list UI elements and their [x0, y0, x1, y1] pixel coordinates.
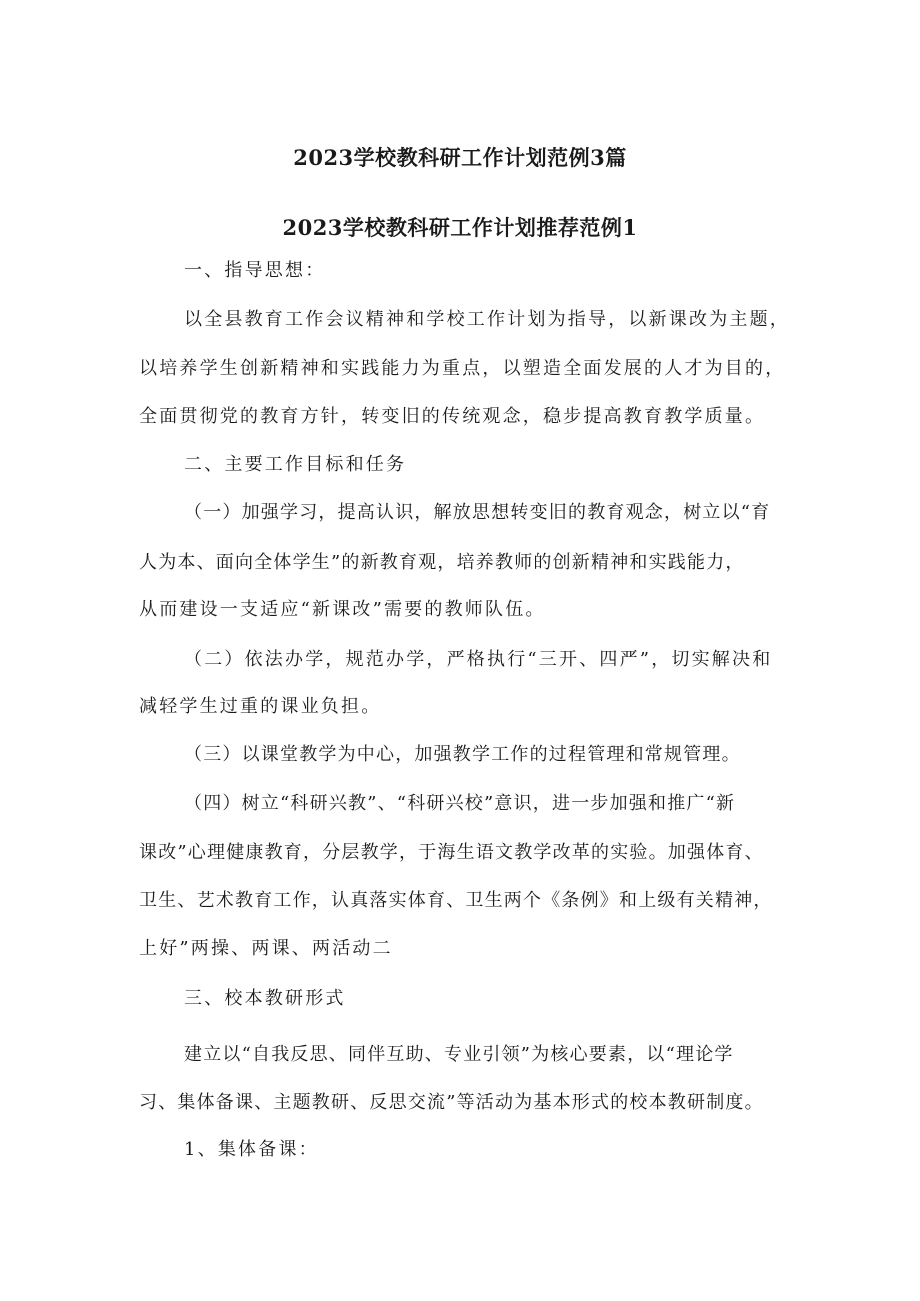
section-heading: 2023学校教科研工作计划推荐范例1 — [282, 215, 638, 240]
paragraph-line: （四）树立“科研兴教”、“科研兴校”意识，进一步加强和推广“新 — [184, 793, 736, 814]
paragraph-line: 人为本、面向全体学生”的新教育观，培养教师的创新精神和实践能力， — [139, 552, 745, 573]
paragraph-line: （二）依法办学，规范办学，严格执行“三开、四严”，切实解决和 — [184, 649, 773, 670]
paragraph-line: （三）以课堂教学为中心，加强教学工作的过程管理和常规管理。 — [184, 744, 741, 765]
paragraph-line: 全面贯彻党的教育方针，转变旧的传统观念，稳步提高教育教学质量。 — [139, 406, 766, 427]
paragraph-line: （一）加强学习，提高认识，解放思想转变旧的教育观念，树立以“育 — [184, 502, 771, 523]
paragraph-line: 建立以“自我反思、同伴互助、专业引领”为核心要素，以“理论学 — [184, 1044, 734, 1065]
paragraph-line: 以全县教育工作会议精神和学校工作计划为指导，以新课改为主题， — [184, 309, 790, 330]
paragraph-line: 习、集体备课、主题教研、反思交流”等活动为基本形式的校本教研制度。 — [139, 1092, 764, 1113]
paragraph-line: 课改”心理健康教育，分层教学，于海生语文教学改革的实验。加强体育、 — [139, 842, 764, 863]
heading-collective-lesson-prep: 1、集体备课： — [184, 1139, 319, 1160]
paragraph-line: 卫生、艺术教育工作，认真落实体育、卫生两个《条例》和上级有关精神， — [139, 890, 773, 911]
paragraph-line: 从而建设一支适应“新课改”需要的教师队伍。 — [139, 599, 546, 620]
heading-school-research-forms: 三、校本教研形式 — [184, 988, 346, 1009]
heading-main-goals: 二、主要工作目标和任务 — [184, 454, 407, 475]
document-title: 2023学校教科研工作计划范例3篇 — [293, 145, 627, 170]
paragraph-line: 减轻学生过重的课业负担。 — [139, 696, 382, 717]
paragraph-line: 上好”两操、两课、两活动二 — [139, 938, 393, 959]
heading-guiding-ideology: 一、指导思想： — [184, 260, 326, 281]
paragraph-line: 以培养学生创新精神和实践能力为重点，以塑造全面发展的人才为目的， — [139, 358, 786, 379]
